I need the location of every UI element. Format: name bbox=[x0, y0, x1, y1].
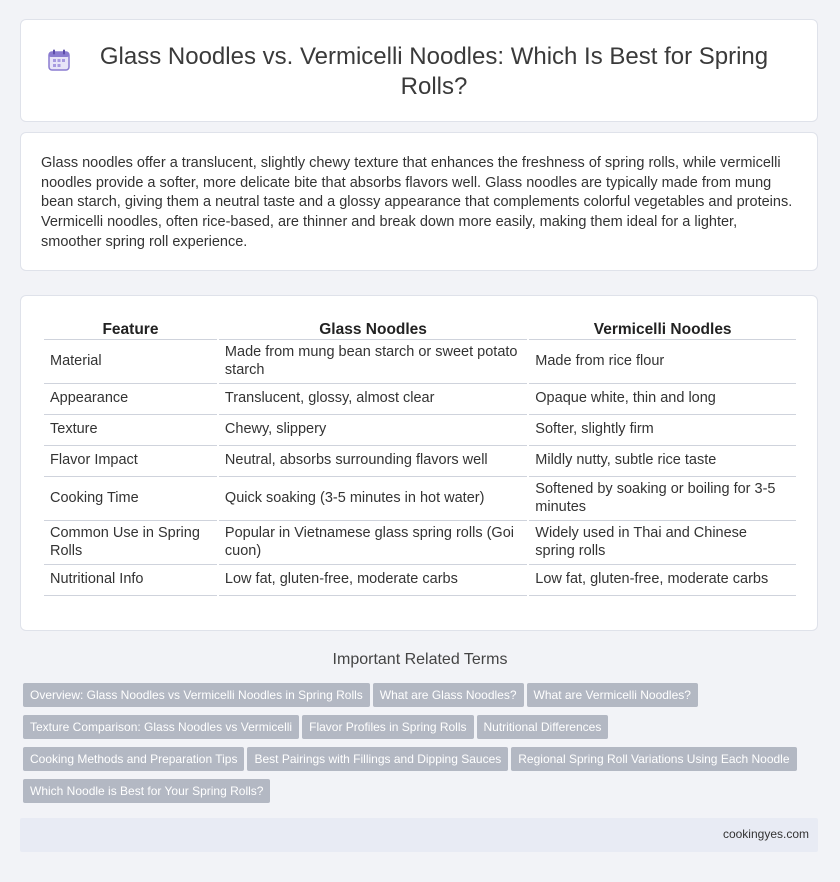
table-cell: Translucent, glossy, almost clear bbox=[219, 384, 527, 415]
table-cell: Low fat, gluten-free, moderate carbs bbox=[529, 565, 796, 596]
table-cell: Low fat, gluten-free, moderate carbs bbox=[219, 565, 527, 596]
comparison-table bbox=[42, 313, 798, 596]
related-term-link[interactable]: Cooking Methods and Preparation Tips bbox=[23, 747, 244, 771]
related-terms-list bbox=[23, 683, 823, 811]
page-title: Glass Noodles vs. Vermicelli Noodles: Which Is Best for Spring Rolls? bbox=[99, 43, 769, 100]
column-header-vermicelli-noodles: Vermicelli Noodles bbox=[529, 313, 796, 340]
related-term-link[interactable]: What are Glass Noodles? bbox=[373, 683, 524, 707]
table-cell: Made from mung bean starch or sweet potato starch bbox=[219, 340, 527, 384]
related-terms-heading: Important Related Terms bbox=[332, 651, 508, 668]
related-term-link[interactable]: Texture Comparison: Glass Noodles vs Vermicelli bbox=[23, 715, 299, 739]
table-cell: Texture bbox=[44, 415, 217, 446]
intro-paragraph: Glass noodles offer a translucent, slightly chewy texture that enhances the freshness of spring rolls, while vermicelli noodles provide a softer, more delicate bite that absorbs flavors well. Glass noodles are typically made from mung bean starch, giving them a neutral taste and a glossy appearance that complements colorful vegetables and proteins. Vermicelli noodles, often rice-based, are thinner and break down more easily, making them ideal for a lighter, smoother spring roll experience. bbox=[41, 155, 793, 250]
column-header-feature: Feature bbox=[44, 313, 217, 340]
comparison-table-card bbox=[20, 295, 818, 631]
table-cell: Chewy, slippery bbox=[219, 415, 527, 446]
related-term-link[interactable]: Which Noodle is Best for Your Spring Rolls? bbox=[23, 779, 270, 803]
related-term-link[interactable]: Nutritional Differences bbox=[477, 715, 609, 739]
table-row bbox=[44, 521, 796, 565]
table-cell: Softer, slightly firm bbox=[529, 415, 796, 446]
related-term-link[interactable]: Overview: Glass Noodles vs Vermicelli Noodles in Spring Rolls bbox=[23, 683, 370, 707]
table-cell: Appearance bbox=[44, 384, 217, 415]
header-card bbox=[20, 19, 818, 122]
table-cell: Cooking Time bbox=[44, 477, 217, 521]
table-cell: Neutral, absorbs surrounding flavors well bbox=[219, 446, 527, 477]
table-cell: Popular in Vietnamese glass spring rolls (Goi cuon) bbox=[219, 521, 527, 565]
table-row bbox=[44, 340, 796, 384]
intro-card bbox=[20, 132, 818, 271]
table-row bbox=[44, 477, 796, 521]
column-header-glass-noodles: Glass Noodles bbox=[219, 313, 527, 340]
table-cell: Common Use in Spring Rolls bbox=[44, 521, 217, 565]
table-cell: Softened by soaking or boiling for 3-5 minutes bbox=[529, 477, 796, 521]
table-cell: Widely used in Thai and Chinese spring rolls bbox=[529, 521, 796, 565]
table-cell: Opaque white, thin and long bbox=[529, 384, 796, 415]
footer-site-name[interactable]: cookingyes.com bbox=[722, 827, 809, 841]
table-row bbox=[44, 565, 796, 596]
table-cell: Mildly nutty, subtle rice taste bbox=[529, 446, 796, 477]
table-cell: Material bbox=[44, 340, 217, 384]
footer bbox=[20, 818, 818, 852]
related-term-link[interactable]: Regional Spring Roll Variations Using Each Noodle bbox=[511, 747, 796, 771]
table-cell: Nutritional Info bbox=[44, 565, 217, 596]
table-cell: Made from rice flour bbox=[529, 340, 796, 384]
table-cell: Flavor Impact bbox=[44, 446, 217, 477]
table-row bbox=[44, 446, 796, 477]
table-row bbox=[44, 415, 796, 446]
table-cell: Quick soaking (3-5 minutes in hot water) bbox=[219, 477, 527, 521]
related-term-link[interactable]: Best Pairings with Fillings and Dipping Sauces bbox=[247, 747, 508, 771]
related-term-link[interactable]: Flavor Profiles in Spring Rolls bbox=[302, 715, 473, 739]
related-term-link[interactable]: What are Vermicelli Noodles? bbox=[527, 683, 698, 707]
table-row bbox=[44, 384, 796, 415]
